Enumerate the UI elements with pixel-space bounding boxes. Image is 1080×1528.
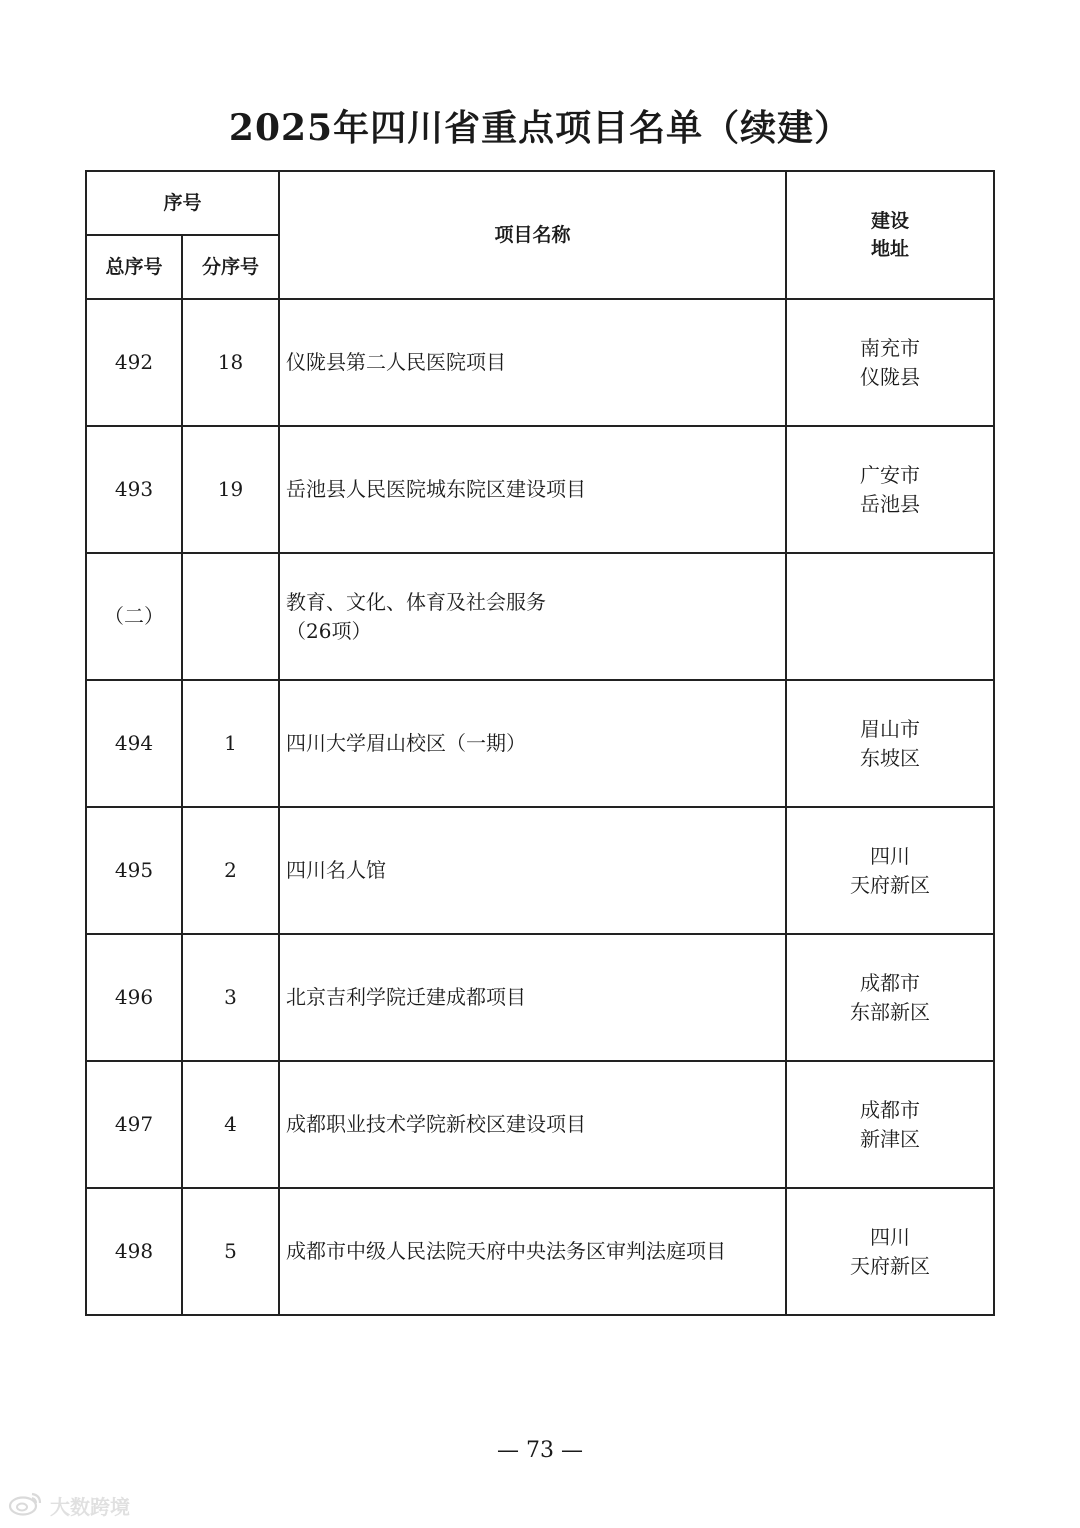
sub-seq-cell: 2 <box>182 807 279 934</box>
watermark-text: 大数跨境 <box>50 1494 130 1519</box>
location-cell: 广安市 岳池县 <box>786 426 994 553</box>
page-number: — 73 — <box>497 1438 583 1463</box>
seq-group-header: 序号 <box>86 171 279 235</box>
total-seq-cell: 498 <box>86 1188 182 1315</box>
sub-seq-cell: 4 <box>182 1061 279 1188</box>
project-name-cell: 教育、文化、体育及社会服务 （26项） <box>279 553 786 680</box>
project-name-cell: 成都市中级人民法院天府中央法务区审判法庭项目 <box>279 1188 786 1315</box>
location-cell <box>786 553 994 680</box>
sub-seq-cell: 18 <box>182 299 279 426</box>
location-cell: 眉山市 东坡区 <box>786 680 994 807</box>
page-title: 2025年四川省重点项目名单（续建） <box>228 107 852 149</box>
location-cell: 四川 天府新区 <box>786 807 994 934</box>
project-name-cell: 岳池县人民医院城东院区建设项目 <box>279 426 786 553</box>
location-cell: 四川 天府新区 <box>786 1188 994 1315</box>
sub-seq-cell: 3 <box>182 934 279 1061</box>
table-row <box>86 1061 994 1188</box>
project-table <box>85 170 995 1316</box>
total-seq-cell: 497 <box>86 1061 182 1188</box>
table-row <box>86 807 994 934</box>
sub-seq-cell <box>182 553 279 680</box>
table-row <box>86 299 994 426</box>
location-cell: 南充市 仪陇县 <box>786 299 994 426</box>
project-name-cell: 仪陇县第二人民医院项目 <box>279 299 786 426</box>
project-name-cell: 北京吉利学院迁建成都项目 <box>279 934 786 1061</box>
total-seq-header: 总序号 <box>86 235 182 299</box>
location-cell: 成都市 东部新区 <box>786 934 994 1061</box>
table-row <box>86 426 994 553</box>
sub-seq-cell: 19 <box>182 426 279 553</box>
project-name-header: 项目名称 <box>279 171 786 299</box>
weibo-logo-icon <box>8 1490 44 1520</box>
total-seq-cell: 492 <box>86 299 182 426</box>
total-seq-cell: 493 <box>86 426 182 553</box>
table-row <box>86 1188 994 1315</box>
location-cell: 成都市 新津区 <box>786 1061 994 1188</box>
total-seq-cell: （二） <box>86 553 182 680</box>
sub-seq-header: 分序号 <box>182 235 279 299</box>
project-name-cell: 四川名人馆 <box>279 807 786 934</box>
table-row <box>86 934 994 1061</box>
watermark <box>8 1490 130 1520</box>
sub-seq-cell: 5 <box>182 1188 279 1315</box>
table-row <box>86 553 994 680</box>
project-name-cell: 成都职业技术学院新校区建设项目 <box>279 1061 786 1188</box>
total-seq-cell: 495 <box>86 807 182 934</box>
table-row <box>86 680 994 807</box>
sub-seq-cell: 1 <box>182 680 279 807</box>
total-seq-cell: 494 <box>86 680 182 807</box>
total-seq-cell: 496 <box>86 934 182 1061</box>
project-name-cell: 四川大学眉山校区（一期） <box>279 680 786 807</box>
location-header: 建设 地址 <box>786 171 994 299</box>
